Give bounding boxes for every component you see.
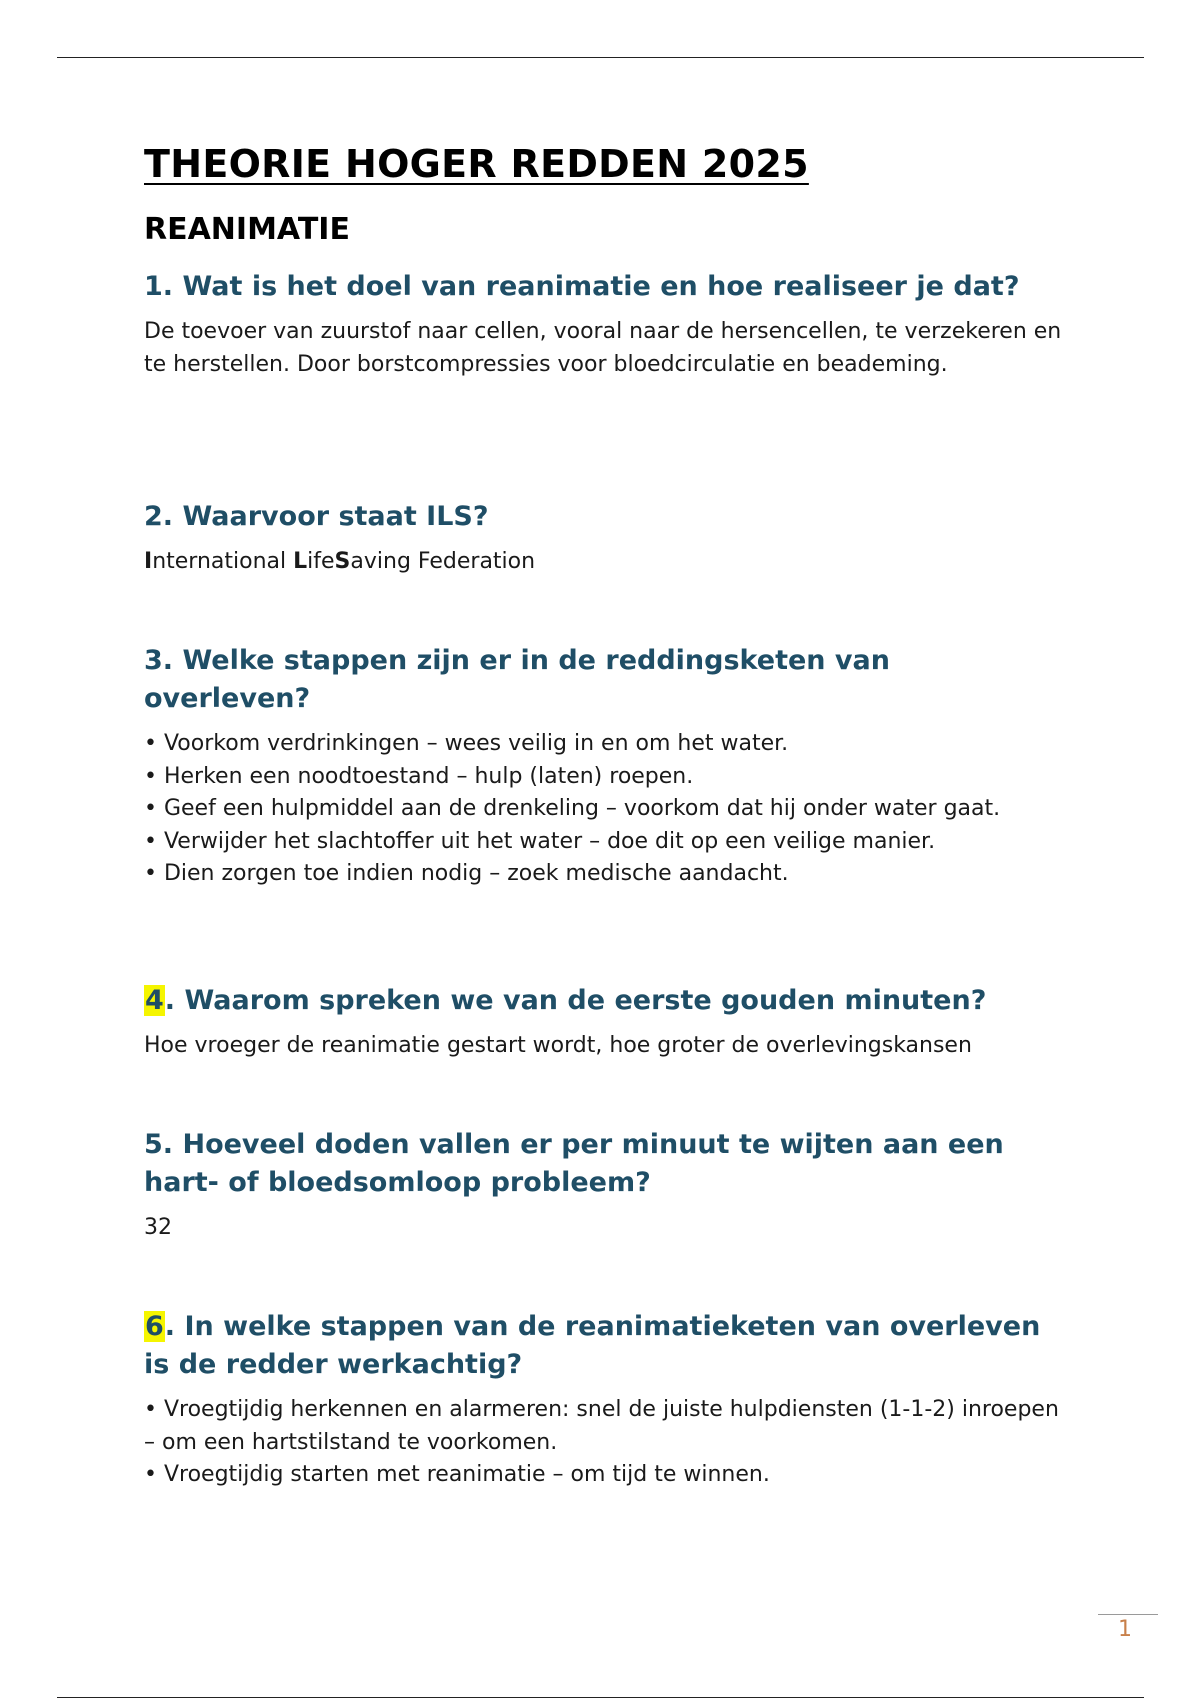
question-block-4 — [144, 982, 1064, 1126]
question-block-3 — [144, 642, 1064, 982]
question-heading-4: 4. Waarom spreken we van de eerste gouden minuten? — [145, 985, 987, 1016]
page-number: 1 — [1118, 1617, 1132, 1642]
question-number-1: 1 — [144, 271, 163, 302]
answer-3 — [144, 728, 1064, 891]
question-text-4: Waarom spreken we van de eerste gouden minuten? — [184, 985, 987, 1016]
question-number-6-highlighted: 6 — [145, 1311, 164, 1342]
answer-1: De toevoer van zuurstof naar cellen, vooral naar de hersencellen, te verzekeren en te herstellen. Door borstcompressies voor bloedcirculatie en beademing. — [144, 319, 1062, 377]
question-heading-3: 3. Welke stappen zijn er in de reddingsketen van overleven? — [144, 645, 890, 714]
answer-2-initial-i: I — [144, 549, 153, 574]
answer-6-bullet: • Vroegtijdig starten met reanimatie – om tijd te winnen. — [144, 1462, 770, 1487]
section-title: REANIMATIE — [144, 212, 350, 247]
question-number-4-highlighted: 4 — [145, 985, 164, 1016]
answer-5: 32 — [144, 1215, 172, 1240]
question-text-2: Waarvoor staat ILS? — [182, 501, 489, 532]
answer-4: Hoe vroeger de reanimatie gestart wordt, hoe groter de overlevingskansen — [144, 1033, 972, 1058]
question-block-5 — [144, 1126, 1064, 1308]
answer-2-part-1: nternational — [152, 549, 294, 574]
question-text-5: Hoeveel doden vallen er per minuut te wijten aan een hart- of bloedsomloop probleem? — [144, 1129, 1004, 1198]
answer-6 — [144, 1394, 1064, 1492]
question-text-6: In welke stappen van de reanimatieketen van overleven is de redder werkachtig? — [144, 1311, 1041, 1380]
answer-2-initial-s: S — [334, 549, 351, 574]
answer-2-part-3: aving Federation — [350, 549, 536, 574]
header-rule — [57, 57, 1144, 58]
question-block-6 — [144, 1308, 1064, 1492]
question-text-3: Welke stappen zijn er in de reddingsketen van overleven? — [144, 645, 890, 714]
question-number-2: 2 — [144, 501, 163, 532]
question-heading-2: 2. Waarvoor staat ILS? — [144, 501, 489, 532]
question-text-1: Wat is het doel van reanimatie en hoe realiseer je dat? — [182, 271, 1020, 302]
answer-6-bullet: • Vroegtijdig herkennen en alarmeren: snel de juiste hulpdiensten (1-1-2) inroepen – om een hartstilstand te voorkomen. — [144, 1397, 1059, 1455]
question-heading-1: 1. Wat is het doel van reanimatie en hoe realiseer je dat? — [144, 271, 1020, 302]
answer-3-bullet: • Herken een noodtoestand – hulp (laten) roepen. — [144, 763, 694, 789]
answer-2-initial-l: L — [293, 549, 308, 574]
document-body — [144, 140, 1064, 1492]
question-heading-5: 5. Hoeveel doden vallen er per minuut te wijten aan een hart- of bloedsomloop probleem? — [144, 1129, 1004, 1198]
question-block-1 — [144, 268, 1064, 498]
question-number-5: 5 — [144, 1129, 163, 1160]
footer-rule — [57, 1697, 1144, 1698]
question-heading-6: 6. In welke stappen van de reanimatieketen van overleven is de redder werkachtig? — [144, 1311, 1041, 1380]
page-number-rule — [1098, 1614, 1158, 1615]
answer-3-bullet: • Voorkom verdrinkingen – wees veilig in en om het water. — [144, 731, 789, 756]
question-block-2 — [144, 498, 1064, 642]
document-title: THEORIE HOGER REDDEN 2025 — [144, 142, 809, 186]
answer-3-bullet: • Geef een hulpmiddel aan de drenkeling – voorkom dat hij onder water gaat. — [144, 796, 1001, 821]
question-number-3: 3 — [144, 645, 163, 676]
answer-3-bullet: • Dien zorgen toe indien nodig – zoek medische aandacht. — [144, 861, 789, 886]
answer-2-part-2: ife — [307, 549, 335, 574]
answer-3-bullet: • Verwijder het slachtoffer uit het water – doe dit op een veilige manier. — [144, 828, 936, 854]
answer-2 — [144, 546, 1064, 579]
